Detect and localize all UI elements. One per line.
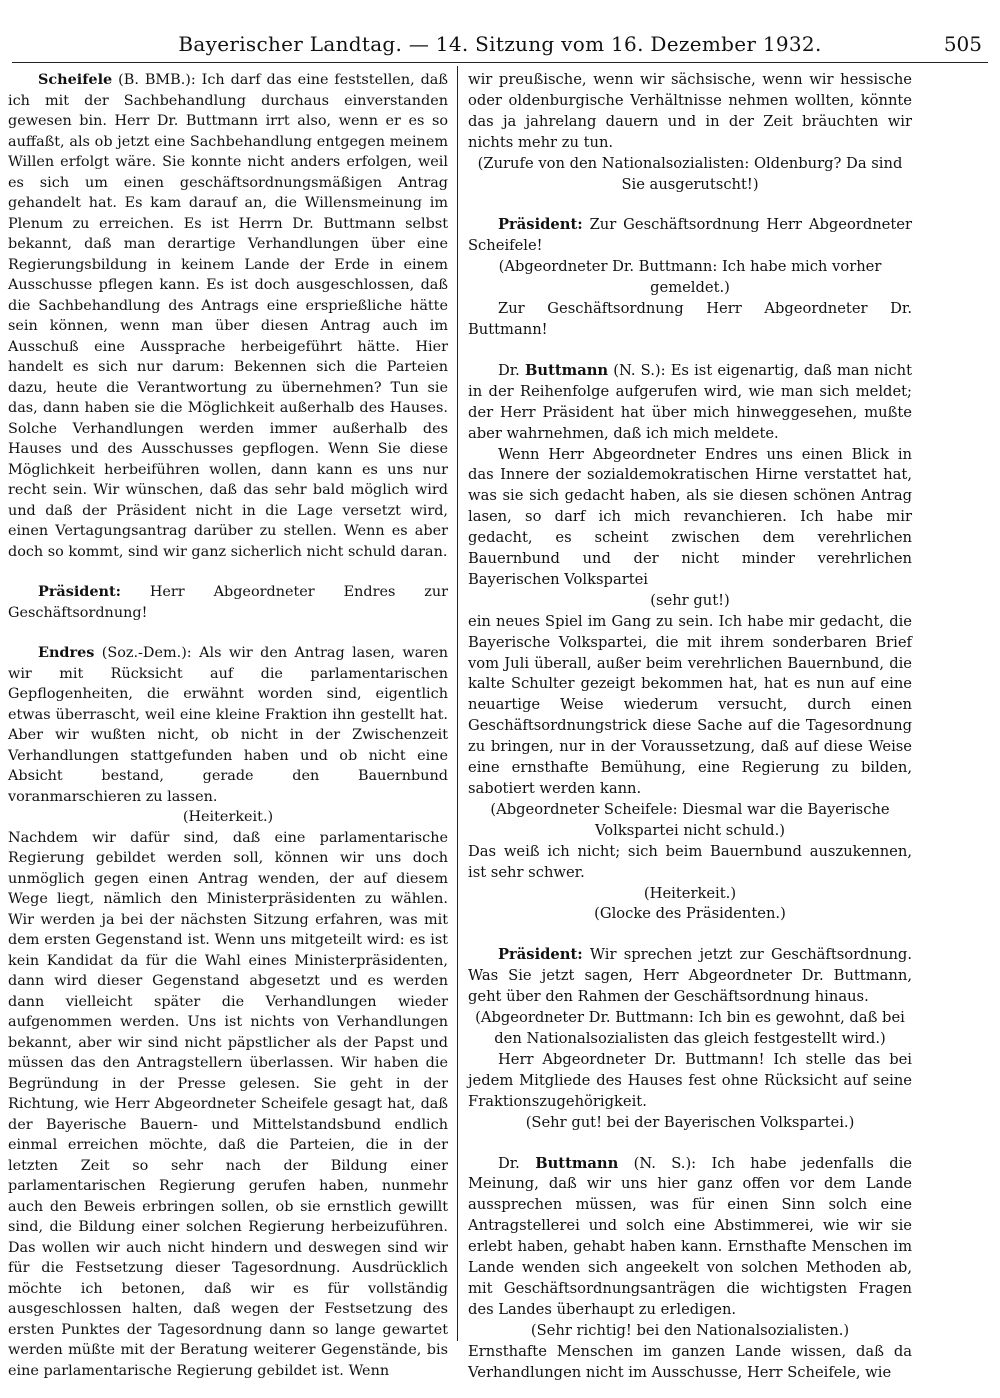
interjection: (Sehr richtig! bei den Nationalsozialisten.): [530, 1321, 850, 1339]
speech-continuation: Nachdem wir dafür sind, daß eine parlamentarische Regierung gebildet werden soll, können wir uns doch unmöglich gegen einen Antrag wenden, der auf diesem Wege liegt, nämlich den Ministerpräsidenten zu wählen. Wir werden ja bei der nächsten Sitzung erfahren, was mit dem ersten Gegenstand ist. Wenn uns mitgeteilt wird: es ist kein Kandidat da für die Wahl eines Ministerpräsidenten, dann wird dieser Gegenstand abgesetzt und es werden dann vielleicht später die Verhandlungen wieder aufgenommen werden. Uns ist nichts von Verhandlungen bekannt, aber wir sind nicht päpstlicher als der Papst und müssen das den Antragstellern überlassen. Wir haben die Begründung in der Presse gelesen. Sie geht in der Richtung, wie Herr Abgeordneter Scheifele gesagt hat, daß der Bayerische Bauern- und Mittelstandsbund endlich einmal erreichen möchte, daß die Parteien, die in der letzten Zeit so sehr nach der Bildung einer parlamentarischen Regierung gerufen haben, nunmehr auch den Beweis erbringen sollen, ob sie ernstlich gewillt sind, die Bildung einer solchen Regierung herbeizuführen. Das wollen wir auch nicht hindern und deswegen sind wir für die Festsetzung dieser Tagesordnung. Ausdrücklich möchte ich betonen, daß wir es für vollständig ausgeschlossen halten, daß wegen der Festsetzung des ersten Punktes der Tagesordnung dann so lange gewartet werden müßte mit der Beratung weiterer Gegenstände, bis eine parlamentarische Regierung gebildet ist. Wenn: [8, 829, 448, 1379]
interjection: (Abgeordneter Dr. Buttmann: Ich bin es gewohnt, daß bei den Nationalsozialisten das gleich festgestellt wird.): [475, 1009, 905, 1047]
speaker-party: (N. S.):: [618, 1154, 712, 1172]
running-title: Bayerischer Landtag. — 14. Sitzung vom 16. Dezember 1932.: [178, 32, 822, 56]
speaker-name: Buttmann: [525, 361, 609, 379]
speech-text: Zur Geschäftsordnung Herr Abgeordneter Scheifele!: [468, 216, 912, 255]
speech-text: Wenn Herr Abgeordneter Endres uns einen Blick in das Innere der sozialdemokratischen Hirne verstattet hat, was sie sich gedacht haben, als sie diesen schönen Antrag lasen, so darf ich mich revanchieren. Ich habe mir gedacht, es scheint zwischen dem verehrlichen Bauernbund und der nicht minder verehrlichen Bayerischen Volkspartei: [468, 445, 912, 588]
speaker-name: Buttmann: [535, 1154, 619, 1172]
interjection: (sehr gut!): [650, 591, 730, 609]
speech-continuation: ein neues Spiel im Gang zu sein. Ich habe mir gedacht, die Bayerische Volkspartei, die mit ihrem sonderbaren Brief vom Juli überall, außer beim verehrlichen Bauernbund, die kalte Schulter gezeigt bekommen hat, hat es nun auf eine neuartige Weise wiederum versucht, durch einen Geschäftsordnungstrick diese Sache auf die Tagesordnung zu bringen, nur in der Voraussetzung, daß auf diese Weise eine ernsthafte Bemühung, eine Regierung zu bilden, sabotiert werden kann.: [468, 612, 912, 797]
speech-buttmann: [468, 1154, 912, 1321]
speaker-name: Präsident:: [498, 946, 583, 964]
speech-president: [468, 945, 912, 1008]
interjection: (Sehr gut! bei der Bayerischen Volkspartei.): [525, 1113, 855, 1131]
speaker-party: (B. BMB.):: [112, 72, 202, 88]
speaker-name: Präsident:: [38, 583, 121, 600]
interjection: (Heiterkeit.): [643, 884, 737, 902]
speech-scheifele: [8, 70, 448, 562]
right-column: [468, 70, 912, 1383]
speaker-party: (N. S.):: [608, 361, 671, 379]
speech-endres: [8, 643, 448, 807]
interjection: (Glocke des Präsidenten.): [594, 905, 786, 923]
speech-text: Ich habe jedenfalls die Meinung, daß wir uns hier ganz offen vor dem Lande aussprechen müssen, was für einen Sinn solch eine Antragstellerei und solch eine Abstimmerei, wie wir sie erlebt haben, gehabt haben kann. Ernsthafte Menschen im Lande wenden sich angeekelt von solchen Methoden ab, mit Geschäftsordnungsanträgen die wichtigsten Fragen des Landes überhaupt zu erledigen.: [468, 1154, 912, 1318]
speech-text: Herr Abgeordneter Endres zur Geschäftsordnung!: [8, 584, 448, 621]
speech-text: Das weiß ich nicht; sich beim Bauernbund auszukennen, ist sehr schwer.: [468, 842, 912, 881]
speaker-name: Präsident:: [498, 216, 583, 234]
speech-text: Ernsthafte Menschen im ganzen Lande wissen, daß da Verhandlungen nicht im Ausschusse, Herr Scheifele, wie: [468, 1342, 912, 1381]
page-header: [12, 32, 988, 62]
speech-president: [8, 582, 448, 623]
interjection: (Abgeordneter Dr. Buttmann: Ich habe mich vorher gemeldet.): [498, 258, 882, 297]
interjection: (Abgeordneter Scheifele: Diesmal war die Bayerische Volkspartei nicht schuld.): [490, 800, 890, 839]
interjection: (Heiterkeit.): [182, 809, 274, 825]
speech-text: Ich darf das eine feststellen, daß ich mit der Sachbehandlung durchaus einverstanden gewesen bin. Herr Dr. Buttmann irrt also, wenn er es so auffaßt, als ob jetzt eine Sachbehandlung entgegen meinem Willen erfolgt wäre. Sie konnte nicht anders erfolgen, weil es sich um einen geschäftsordnungsmäßigen Antrag gehandelt hat. Es kam darauf an, die Willensmeinung im Plenum zu erreichen. Es ist Herrn Dr. Buttmann selbst bekannt, daß man derartige Verhandlungen über eine Regierungsbildung in keinem Lande der Erde in einem Ausschusse pflegen kann. Es ist doch ausgeschlossen, daß die Sachbehandlung des Antrags eine ersprießliche hätte sein können, wenn man über diesen Antrag auch im Ausschuß eine Aussprache herbeigeführt hätte. Hier handelt es sich nur darum: Bekennen sich die Parteien dazu, heute die Verantwortung zu übernehmen? Tun sie das, dann haben sie die Möglichkeit außerhalb des Hauses. Solche Verhandlungen werden immer außerhalb des Hauses und des Ausschusses gepflogen. Wenn Sie diese Möglichkeit herbeiführen wollen, dann kann es uns nur recht sein. Wir wünschen, daß das sehr bald möglich wird und daß der Präsident nicht in die Lage versetzt wird, einen Vertagungsantrag darüber zu stellen. Wenn es aber doch so kommt, sind wir ganz sicherlich nicht schuld daran.: [8, 72, 448, 560]
speech-text: Als wir den Antrag lasen, waren wir mit Rücksicht auf die parlamentarischen Gepflogenheiten, die erwähnt worden sind, eigentlich etwas überrascht, weil eine kleine Fraktion ihn gestellt hat. Aber wir wußten nicht, ob nicht in der Zwischenzeit Verhandlungen stattgefunden haben und ob nicht eine Absicht bestand, gerade den Bauernbund voranmarschieren zu lassen.: [8, 645, 448, 805]
speech-text: Zur Geschäftsordnung Herr Abgeordneter Dr. Buttmann!: [468, 300, 912, 338]
speech-buttmann: [468, 361, 912, 445]
speech-president: [468, 215, 912, 257]
column-divider: [457, 66, 458, 1341]
speech-text: Es ist eigenartig, daß man nicht in der Reihenfolge aufgerufen wird, wie man sich meldet; der Herr Präsident hat über mich hinweggesehen, mußte aber wahrnehmen, daß ich mich meldete.: [468, 361, 913, 442]
page-number: 505: [943, 32, 982, 56]
speech-text: Wir sprechen jetzt zur Geschäftsordnung. Was Sie jetzt sagen, Herr Abgeordneter Dr. Buttmann, geht über den Rahmen der Geschäftsordnung hinaus.: [468, 946, 912, 1006]
speaker-title: Dr.: [498, 1154, 536, 1172]
speaker-name: Endres: [38, 644, 95, 661]
speech-continuation: wir preußische, wenn wir sächsische, wenn wir hessische oder oldenburgische Verhältnisse nehmen wollten, könnte das ja jahrelang dauern und in der Zeit bräuchten wir nichts mehr zu tun.: [468, 71, 912, 151]
interjection: (Zurufe von den Nationalsozialisten: Oldenburg? Da sind Sie ausgerutscht!): [477, 154, 903, 193]
speech-text: Herr Abgeordneter Dr. Buttmann! Ich stelle das bei jedem Mitgliede des Hauses fest ohne Rücksicht auf seine Fraktionszugehörigkeit.: [468, 1050, 912, 1110]
speaker-name: Scheifele: [38, 71, 113, 88]
header-rule: [12, 62, 988, 63]
speaker-party: (Soz.-Dem.):: [94, 645, 200, 661]
speaker-title: Dr.: [498, 361, 525, 379]
left-column: [8, 70, 448, 1381]
